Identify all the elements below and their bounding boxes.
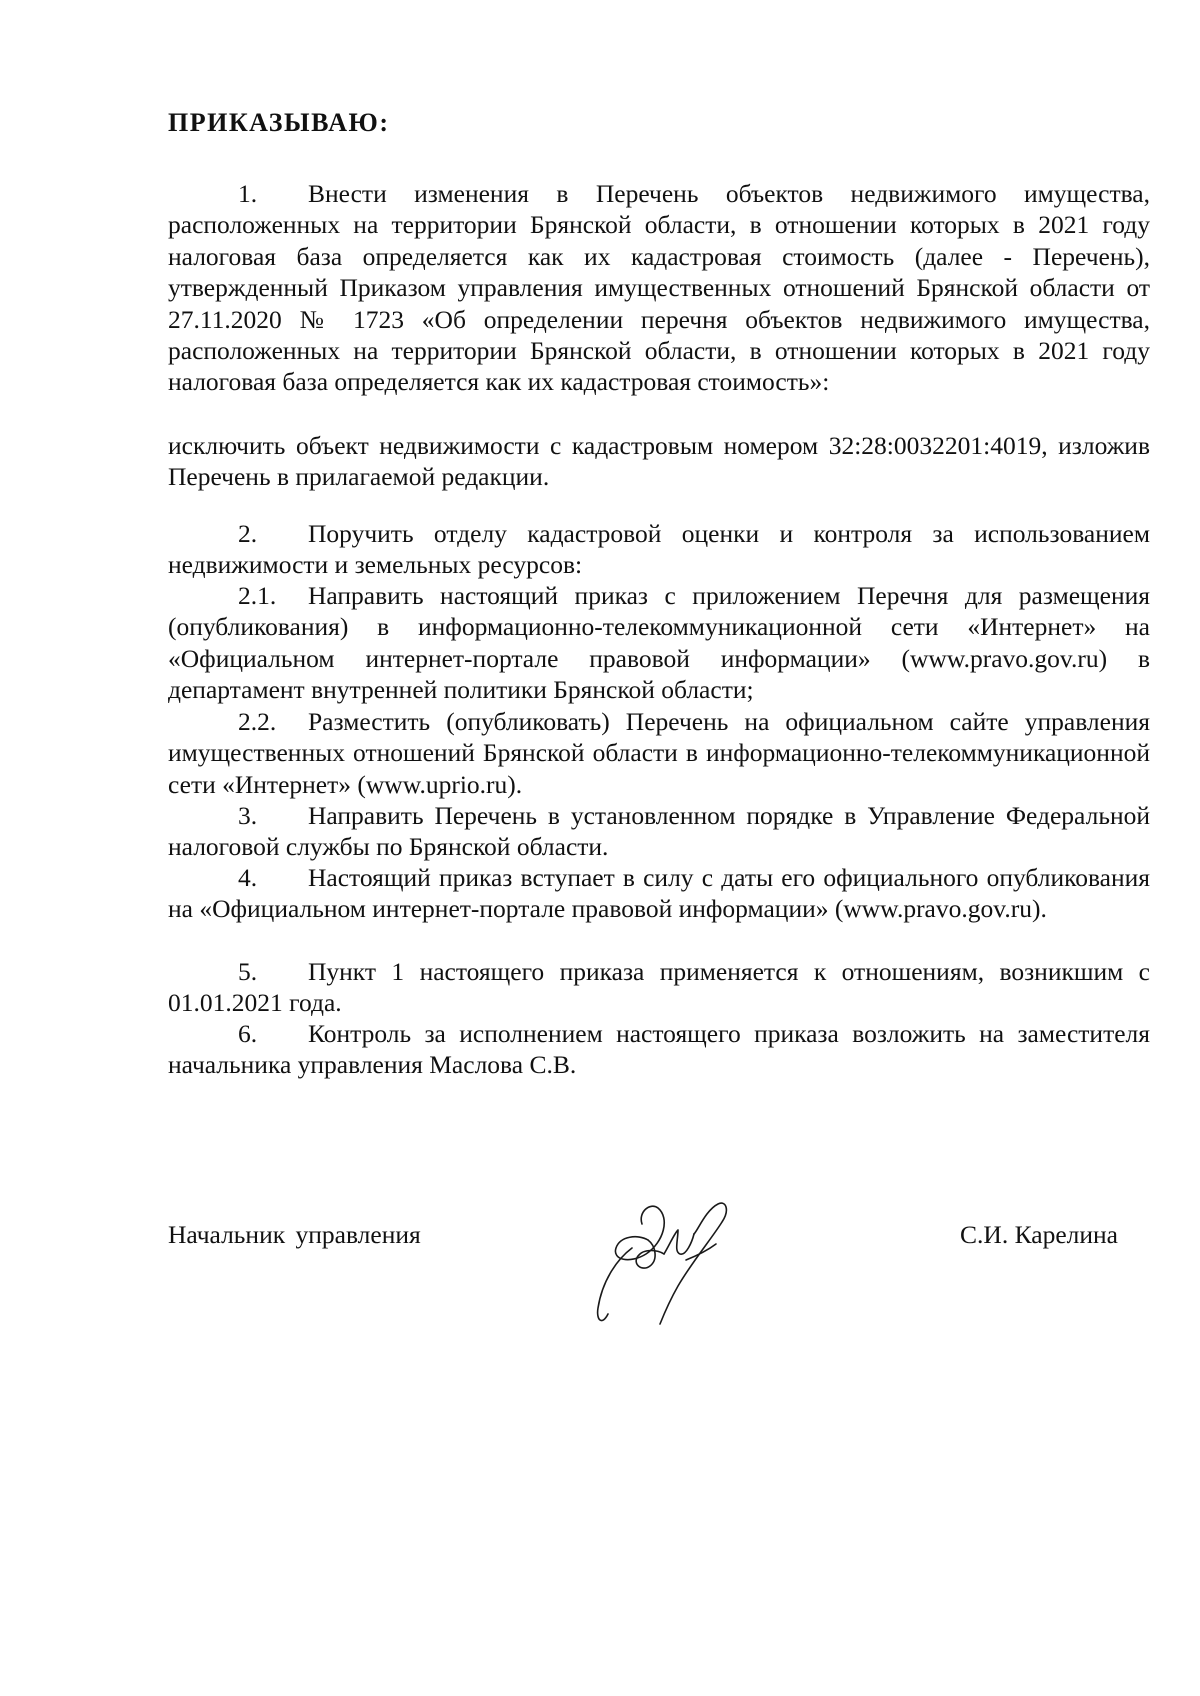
item-2-2 bbox=[168, 706, 1150, 800]
handwritten-signature bbox=[546, 1190, 756, 1350]
item-1 bbox=[168, 178, 1150, 398]
item-3-text: Направить Перечень в установленном порядке в Управление Федеральной налоговой службы по Брянской области. bbox=[168, 801, 1150, 862]
order-heading: ПРИКАЗЫВАЮ: bbox=[168, 108, 390, 137]
item-2-text: Поручить отделу кадастровой оценки и контроля за использованием недвижимости и земельных ресурсов: bbox=[168, 519, 1150, 580]
item-1-text: Внести изменения в Перечень объектов недвижимого имущества, расположенных на территории Брянской области, в отношении которых в 2021 году налоговая база определяется как их кадастровая стоимость (далее - Перечень), утвержденный Приказом управления имущественных отношений Брянской области от 27.11.2020 № 1723 «Об определении перечня объектов недвижимого имущества, расположенных на территории Брянской области, в отношении которых в 2021 году налоговая база определяется как их кадастровая стоимость»: bbox=[168, 179, 1150, 397]
item-6 bbox=[168, 1018, 1150, 1081]
item-5-number: 5. bbox=[238, 957, 258, 986]
item-6-number: 6. bbox=[238, 1019, 258, 1048]
item-2-1 bbox=[168, 580, 1150, 706]
item-6-text: Контроль за исполнением настоящего приказа возложить на заместителя начальника управления Маслова С.В. bbox=[168, 1019, 1150, 1080]
signatory-name: С.И. Карелина bbox=[960, 1220, 1118, 1249]
item-2-2-text: Разместить (опубликовать) Перечень на официальном сайте управления имущественных отношений Брянской области в информационно-телекоммуникационной сети «Интернет» (www.uprio.ru). bbox=[168, 707, 1150, 799]
item-2-1-number: 2.1. bbox=[238, 581, 277, 610]
signature-block bbox=[168, 1200, 1118, 1360]
item-4-text: Настоящий приказ вступает в силу с даты его официального опубликования на «Официальном интернет-портале правовой информации» (www.pravo.gov.ru). bbox=[168, 863, 1150, 924]
item-3 bbox=[168, 800, 1150, 863]
position-title: Начальник управления bbox=[168, 1220, 421, 1249]
item-2-1-text: Направить настоящий приказ с приложением Перечня для размещения (опубликования) в информационно-телекоммуникационной сети «Интернет» на «Официальном интернет-портале правовой информации» (www.pravo.gov.ru) в департамент внутренней политики Брянской области; bbox=[168, 581, 1150, 705]
item-2-2-number: 2.2. bbox=[238, 707, 277, 736]
item-2 bbox=[168, 518, 1150, 581]
item-5-text: Пункт 1 настоящего приказа применяется к отношениям, возникшим с 01.01.2021 года. bbox=[168, 957, 1150, 1018]
item-5 bbox=[168, 956, 1150, 1019]
item-1-detail: исключить объект недвижимости с кадастровым номером 32:28:0032201:4019, изложив Перечень в прилагаемой редакции. bbox=[168, 431, 1150, 492]
item-3-number: 3. bbox=[238, 801, 258, 830]
item-2-number: 2. bbox=[238, 519, 258, 548]
item-1-number: 1. bbox=[238, 179, 258, 208]
item-4-number: 4. bbox=[238, 863, 258, 892]
item-4 bbox=[168, 862, 1150, 925]
